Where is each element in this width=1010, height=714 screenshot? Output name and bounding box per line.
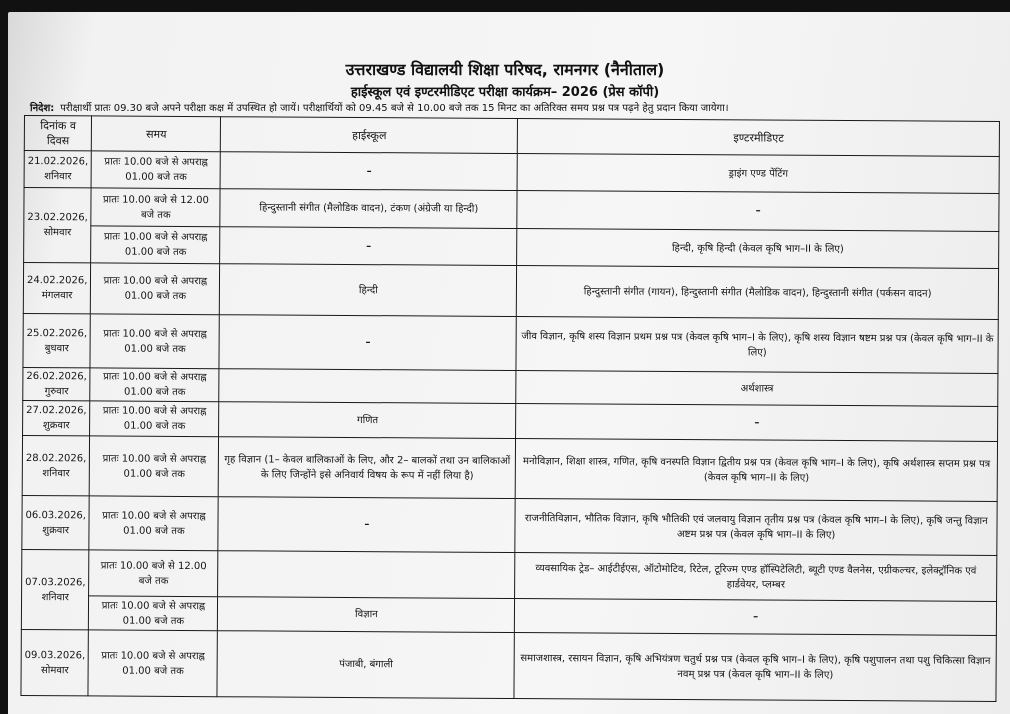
time-cell: प्रातः 10.00 बजे से अपराह्न 01.00 बजे तक [91, 226, 220, 264]
highschool-cell: हिन्दुस्तानी संगीत (मैलोडिक वादन), टंकण (अंग्रेजी या हिन्दी) [220, 189, 517, 229]
date-day-cell [23, 313, 91, 367]
time-cell: प्रातः 10.00 बजे से अपराह्न 01.00 बजे तक [91, 263, 220, 315]
exam-day: शनिवार [41, 591, 69, 603]
exam-date: 24.02.2026, [26, 275, 88, 287]
highschool-cell: गृह विज्ञान (1– केवल बालिकाओं के लिए, और 2– बालकों तथा उन बालिकाओं के लिए जिन्होंने इसे अनिवार्य विषय के रूप में नहीं लिया है) [219, 437, 516, 499]
highschool-cell [218, 551, 515, 599]
highschool-cell: पंजाबी, बंगाली [217, 631, 514, 699]
board-title: उत्तराखण्ड विद्यालयी शिक्षा परिषद, रामनगर (नैनीताल) [345, 60, 665, 79]
time-cell: प्रातः 10.00 बजे से अपराह्न 01.00 बजे तक [90, 314, 219, 369]
exam-day: शुक्रवार [42, 524, 70, 536]
exam-day: बुधवार [44, 342, 69, 354]
date-day-cell [23, 263, 91, 314]
exam-date: 26.02.2026, [26, 371, 87, 383]
exam-day: शुक्रवार [42, 420, 70, 432]
exam-day: सोमवार [43, 227, 72, 239]
highschool-cell: – [220, 227, 517, 266]
intermediate-cell: हिन्दुस्तानी संगीत (गायन), हिन्दुस्तानी संगीत (मैलोडिक वादन), हिन्दुस्तानी संगीत (पर्कसन वादन) [517, 266, 999, 320]
time-cell: प्रातः 10.00 बजे से अपराह्न 01.00 बजे तक [88, 630, 217, 697]
exam-date: 25.02.2026, [26, 327, 88, 339]
intermediate-cell: समाजशास्त्र, रसायन विज्ञान, कृषि अभियंत्रण चतुर्थ प्रश्न पत्र (केवल कृषि भाग–I के लिए), कृषि पशुपालन तथा पशु चिकित्सा विज्ञान नवम् प्रश्न पत्र (केवल कृषि भाग–II के लिए) [514, 633, 996, 702]
highschool-cell: गणित [219, 402, 516, 439]
time-cell: प्रातः 10.00 बजे से अपराह्न 01.00 बजे तक [90, 401, 219, 437]
instruction-note [30, 100, 729, 114]
date-day-cell [22, 495, 90, 549]
table-row [21, 629, 996, 701]
exam-date: 06.03.2026, [25, 509, 87, 521]
intermediate-cell: अर्थशास्त्र [516, 371, 998, 407]
highschool-cell: हिन्दी [220, 264, 517, 317]
exam-date: 07.03.2026, [25, 576, 86, 588]
highschool-cell [219, 369, 516, 404]
exam-date: 21.02.2026, [27, 156, 89, 168]
schedule-title: हाईस्कूल एवं इण्टरमीडिएट परीक्षा कार्यक्रम– 2026 (प्रेस कॉपी) [350, 85, 660, 100]
exam-day: सोमवार [40, 664, 69, 676]
exam-day: गुरुवार [44, 386, 69, 398]
intermediate-cell: – [517, 191, 999, 232]
intermediate-cell: – [515, 599, 997, 636]
intermediate-cell: जीव विज्ञान, कृषि शस्य विज्ञान प्रथम प्रश्न पत्र (केवल कृषि भाग–I के लिए), कृषि शस्य विज्ञान षष्टम प्रश्न पत्र (केवल कृषि भाग–II के लिए) [516, 317, 998, 374]
time-cell: प्रातः 10.00 बजे से अपराह्न 01.00 बजे तक [89, 496, 218, 551]
exam-date: 23.02.2026, [27, 212, 88, 224]
date-day-cell [24, 151, 92, 188]
date-day-cell [23, 400, 91, 435]
time-cell: प्रातः 10.00 बजे से अपराह्न 01.00 बजे तक [90, 436, 219, 497]
intermediate-cell: मनोविज्ञान, शिक्षा शास्त्र, गणित, कृषि वनस्पति विज्ञान द्वितीय प्रश्न पत्र (केवल कृषि भाग–I के लिए), कृषि अर्थशास्त्र सप्तम प्रश्न पत्र (केवल कृषि भाग–II के लिए) [516, 439, 998, 502]
col-time: समय [92, 116, 221, 152]
table-row [23, 313, 998, 373]
exam-date: 28.02.2026, [25, 452, 87, 464]
exam-day: शनिवार [44, 171, 72, 183]
time-cell: प्रातः 10.00 बजे से अपराह्न 01.00 बजे तक [90, 368, 219, 402]
table-row [23, 263, 998, 320]
date-day-cell [21, 549, 89, 629]
intermediate-cell: – [516, 404, 998, 442]
date-day-cell [21, 629, 89, 695]
note-label: निदेश: [30, 103, 55, 114]
highschool-cell: – [218, 497, 515, 553]
time-cell: प्रातः 10.00 बजे से 12.00 बजे तक [91, 188, 220, 227]
table-header [24, 116, 999, 157]
table-row [22, 435, 997, 501]
exam-day: शनिवार [42, 467, 70, 479]
intermediate-cell: हिन्दी, कृषि हिन्दी (केवल कृषि भाग–II के लिए) [517, 229, 999, 269]
highschool-cell: – [219, 315, 516, 371]
note-text: परीक्षार्थी प्रातः 09.30 बजे अपने परीक्षा कक्ष में उपस्थित हो जायें। परीक्षार्थियों को 09.45 बजे से 10.00 बजे तक 15 मिनट का अतिरिक्त समय प्रश्न पत्र पढ़ने हेतु प्रदान किया जायेगा। [60, 103, 729, 114]
exam-schedule-table [20, 115, 1000, 702]
date-day-cell [22, 435, 90, 495]
date-day-cell [23, 367, 91, 400]
exam-day: मंगलवार [41, 290, 73, 302]
date-day-cell [24, 188, 92, 263]
intermediate-cell: व्यवसायिक ट्रेड– आईटीईएस, ऑटोमोटिव, रिटेल, टूरिज्म एण्ड हॉस्पिटेलिटी, ब्यूटी एण्ड वैलनेस, एग्रीकल्चर, इलेक्ट्रॉनिक एवं हार्डवेयर, प्लम्बर [515, 553, 997, 602]
table-row [23, 400, 998, 441]
table-row [24, 151, 999, 194]
exam-date: 27.02.2026, [26, 405, 87, 417]
table-row [24, 226, 999, 269]
table-row [22, 495, 997, 555]
table-row [22, 549, 997, 601]
col-intermediate: इण्टरमीडिएट [518, 119, 1000, 157]
intermediate-cell: ड्राइंग एण्ड पेंटिंग [517, 154, 999, 194]
highschool-cell: विज्ञान [218, 597, 515, 633]
time-cell: प्रातः 10.00 बजे से अपराह्न 01.00 बजे तक [91, 151, 220, 189]
exam-date: 09.03.2026, [24, 649, 86, 661]
col-date-day: दिनांक व दिवस [24, 116, 92, 151]
time-cell: प्रातः 10.00 बजे से अपराह्न 01.00 बजे तक [89, 596, 218, 631]
table-row [24, 188, 999, 232]
highschool-cell: – [220, 152, 517, 191]
col-highschool: हाईस्कूल [221, 117, 518, 154]
intermediate-cell: राजनीतिविज्ञान, भौतिक विज्ञान, कृषि भौतिकी एवं जलवायु विज्ञान तृतीय प्रश्न पत्र (केवल कृषि भाग–I के लिए), कृषि जन्तु विज्ञान अष्टम प्रश्न पत्र (केवल कृषि भाग–II के लिए) [515, 499, 997, 556]
time-cell: प्रातः 10.00 बजे से 12.00 बजे तक [89, 550, 218, 597]
